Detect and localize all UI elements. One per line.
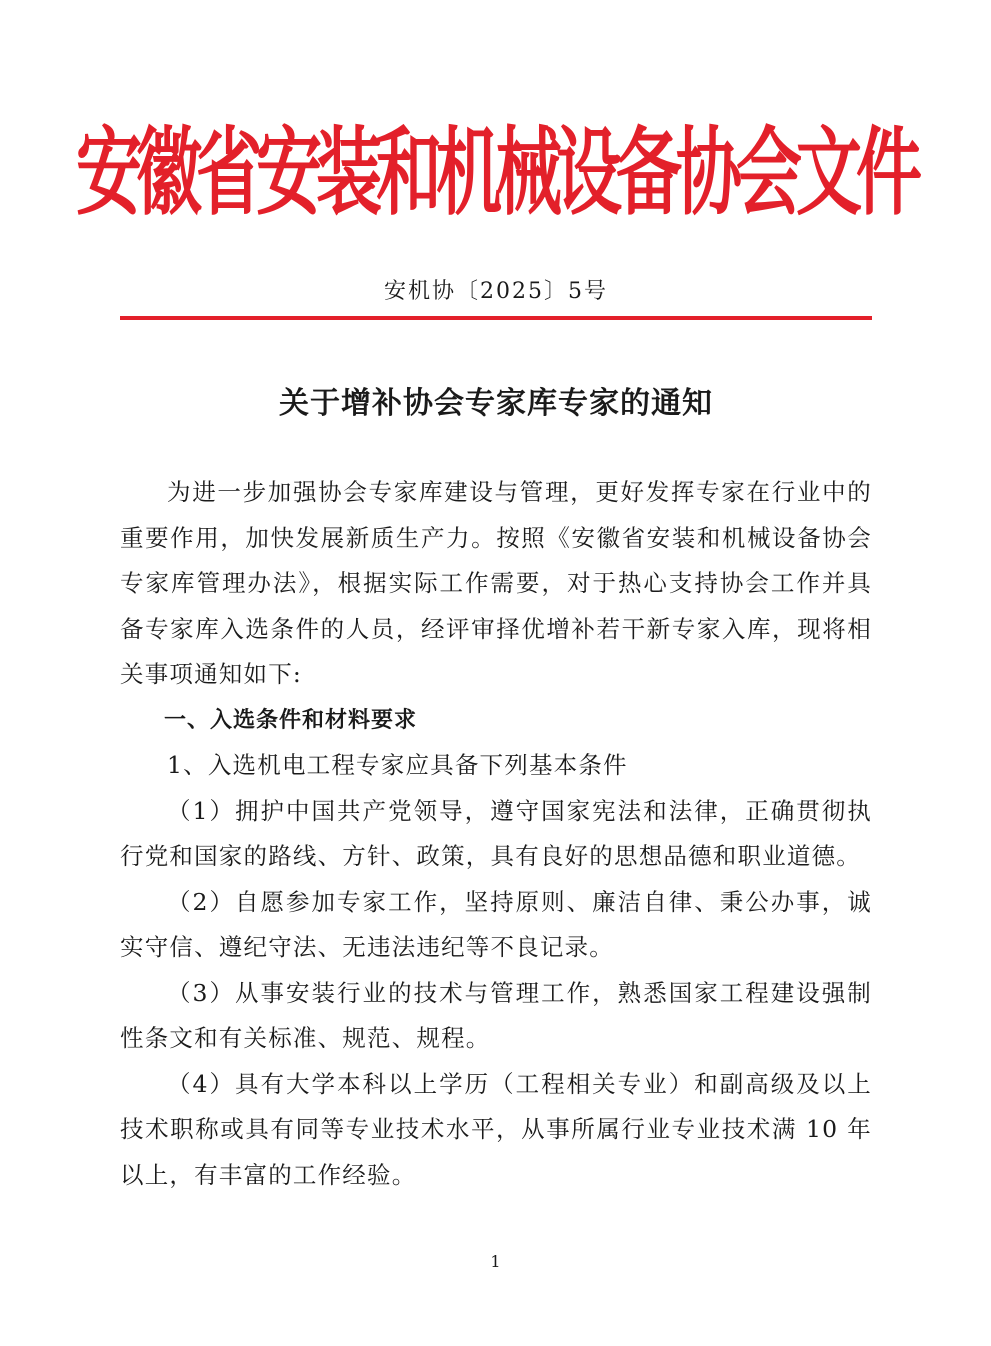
condition-item-4: （4）具有大学本科以上学历（工程相关专业）和副高级及以上技术职称或具有同等专业技术水平，从事所属行业专业技术满 10 年以上，有丰富的工作经验。 xyxy=(120,1069,872,1189)
section-heading-1: 一、入选条件和材料要求 xyxy=(164,707,418,733)
condition-item-1: （1）拥护中国共产党领导，遵守国家宪法和法律，正确贯彻执行党和国家的路线、方针、政策，具有良好的思想品德和职业道德。 xyxy=(120,796,872,870)
red-divider-line xyxy=(120,316,872,320)
document-number: 安机协〔2025〕5号 xyxy=(384,279,608,304)
page-number: 1 xyxy=(490,1252,501,1271)
masthead-title: 安徽省安装和机械设备协会文件 xyxy=(76,115,916,229)
subsection-heading-1: 1、入选机电工程专家应具备下列基本条件 xyxy=(167,751,628,779)
intro-paragraph: 为进一步加强协会专家库建设与管理，更好发挥专家在行业中的重要作用，加快发展新质生产力。按照《安徽省安装和机械设备协会专家库管理办法》，根据实际工作需要，对于热心支持协会工作并具备专家库入选条件的人员，经评审择优增补若干新专家入库，现将相关事项通知如下: xyxy=(120,478,872,688)
document-body xyxy=(120,470,872,1198)
condition-item-2: （2）自愿参加专家工作，坚持原则、廉洁自律、秉公办事，诚实守信、遵纪守法、无违法违纪等不良记录。 xyxy=(120,887,872,961)
notice-title: 关于增补协会专家库专家的通知 xyxy=(279,386,713,421)
condition-item-3: （3）从事安装行业的技术与管理工作，熟悉国家工程建设强制性条文和有关标准、规范、规程。 xyxy=(120,978,872,1052)
